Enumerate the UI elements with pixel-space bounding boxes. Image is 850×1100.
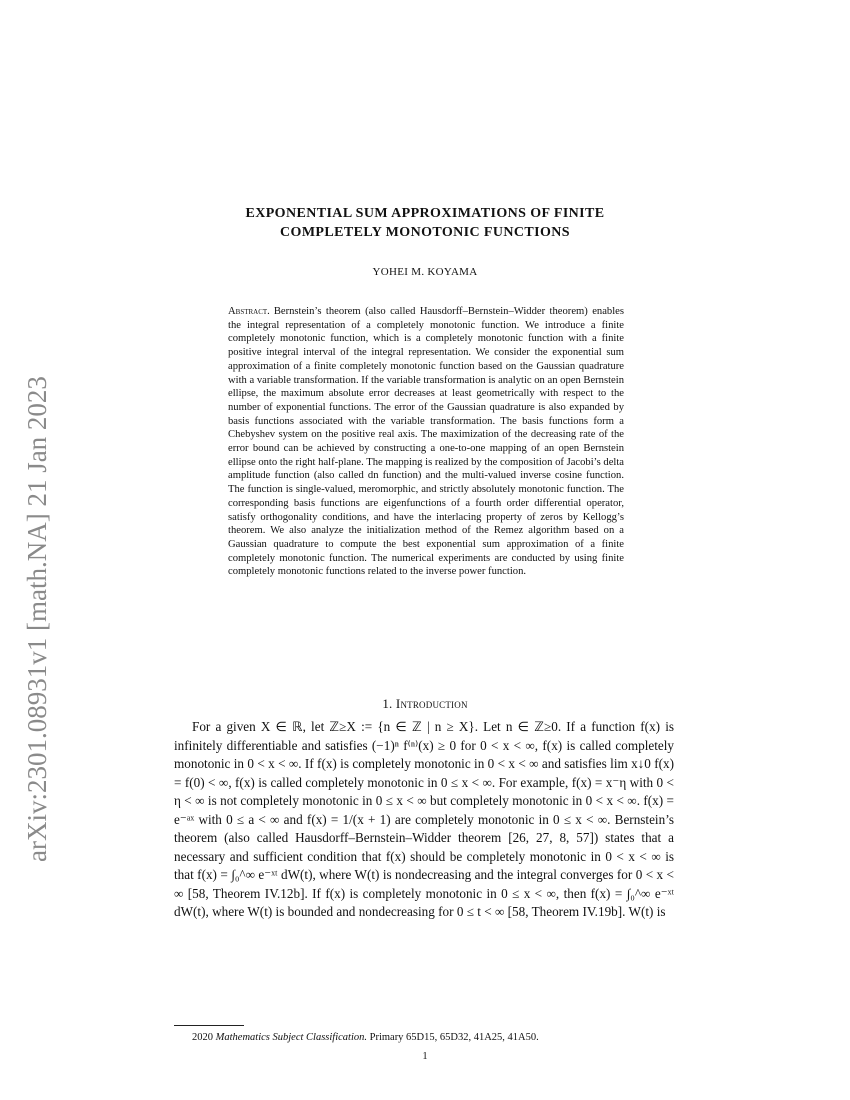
author-name: YOHEI M. KOYAMA <box>372 266 478 278</box>
paper-title-line-1: EXPONENTIAL SUM APPROXIMATIONS OF FINITE <box>245 206 605 221</box>
footnote-msc <box>192 1032 539 1043</box>
introduction-paragraph: For a given X ∈ ℝ, let ℤ≥X := {n ∈ ℤ | n ≥ X}. Let n ∈ ℤ≥0. If a function f(x) is infinitely differentiable and satisfies (−1)ⁿ f⁽ⁿ⁾(x) ≥ 0 for 0 < x < ∞, f(x) is called completely monotonic in 0 < x < ∞. If f(x) is completely monotonic in 0 < x < ∞ and satisfies lim x↓0 f(x) = f(0) < ∞, f(x) is called completely monotonic in 0 ≤ x < ∞. For example, f(x) = x⁻η with 0 < η < ∞ is not completely monotonic in 0 ≤ x < ∞ but completely monotonic in 0 < x < ∞. f(x) = e⁻ᵃˣ with 0 ≤ a < ∞ and f(x) = 1/(x + 1) are completely monotonic in 0 ≤ x < ∞. Bernstein’s theorem (also called Hausdorff–Bernstein–Widder theorem [26, 27, 8, 57]) states that a necessary and sufficient condition that f(x) should be completely monotonic in 0 < x < ∞ is that f(x) = ∫₀^∞ e⁻ˣᵗ dW(t), where W(t) is nondecreasing and the integral converges for 0 < x < ∞ [58, Theorem IV.12b]. If f(x) is completely monotonic in 0 ≤ x < ∞, then f(x) = ∫₀^∞ e⁻ˣᵗ dW(t), where W(t) is bounded and nondecreasing for 0 ≤ t < ∞ [58, Theorem IV.19b]. W(t) is <box>174 719 674 919</box>
footnote-msc-classes: Primary 65D15, 65D32, 41A25, 41A50. <box>369 1032 539 1043</box>
section-heading-introduction: 1. Introduction <box>382 696 468 711</box>
abstract-text: Bernstein’s theorem (also called Hausdorff–Bernstein–Widder theorem) enables the integral representation of a completely monotonic function. We introduce a finite completely monotonic function, which is a completely monotonic function with a finite positive integral interval of the integral representation. We consider the exponential sum approximation of a finite completely monotonic function based on the Gaussian quadrature with a variable transformation. If the variable transformation is analytic on an open Bernstein ellipse, the maximum absolute error decreases at least geometrically with respect to the number of exponential functions. The error of the Gaussian quadrature is also expanded by basis functions associated with the variable transformation. The basis functions form a Chebyshev system on the positive real axis. The maximization of the decreasing rate of the error bound can be achieved by constructing a one-to-one mapping of an open Bernstein ellipse onto the right half-plane. The mapping is realized by the composition of Jacobi’s delta amplitude function (also called dn function) and the multi-valued inverse cosine function. The function is single-valued, meromorphic, and strictly absolutely monotonic function. The corresponding basis functions are eigenfunctions of a fourth order differential operator, satisfy orthogonality conditions, and have the interlacing property of zeros by Kellogg’s theorem. We also analyze the initialization method of the Remez algorithm based on a Gaussian quadrature to compute the best exponential sum approximation of a finite completely monotonic function. The numerical experiments are conducted by using finite completely monotonic functions related to the inverse power function. <box>228 306 624 578</box>
abstract-label: Abstract. <box>228 306 270 317</box>
paper-title-line-2: COMPLETELY MONOTONIC FUNCTIONS <box>280 225 570 240</box>
arxiv-identifier-stamp: arXiv:2301.08931v1 [math.NA] 21 Jan 2023 <box>22 376 52 862</box>
footnote-msc-label: Mathematics Subject Classification. <box>215 1032 367 1043</box>
footnote-divider <box>174 1025 244 1026</box>
paper-title <box>0 204 850 242</box>
footnote-year: 2020 <box>192 1032 213 1043</box>
abstract-block <box>228 305 624 579</box>
page-number: 1 <box>422 1051 428 1062</box>
